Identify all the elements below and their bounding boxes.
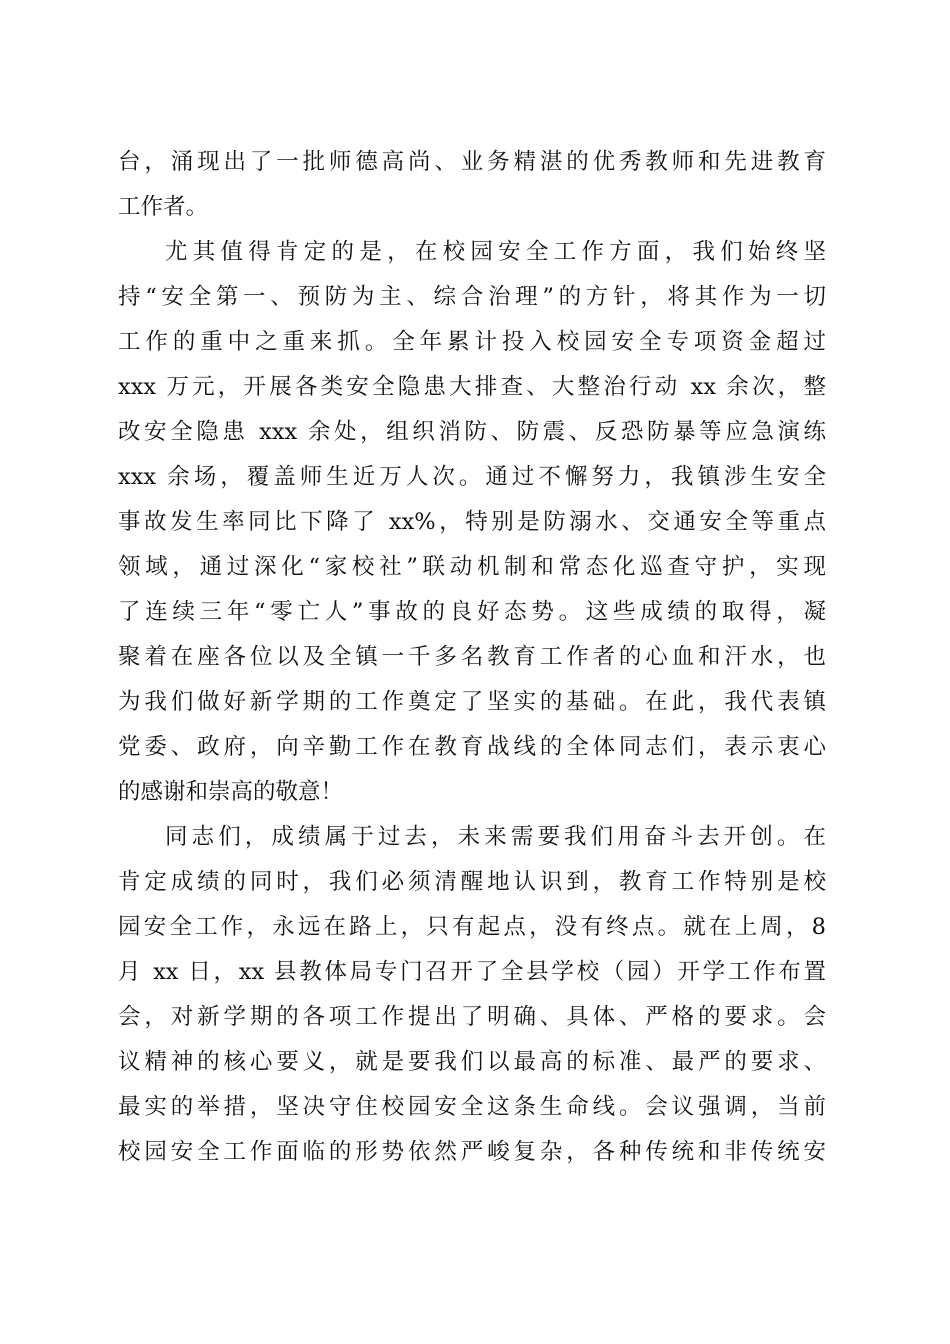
text-line (118, 185, 826, 230)
text-line-content: 会，对新学期的各项工作提出了明确、具体、严格的要求。会 (118, 1004, 826, 1030)
text-line (118, 230, 826, 275)
text-line (118, 815, 826, 860)
text-line-content: 最实的举措，坚决守住校园安全这条生命线。会议强调，当前 (118, 1094, 826, 1120)
text-line (118, 950, 826, 995)
text-line-content: 校园安全工作面临的形势依然严峻复杂，各种传统和非传统安 (118, 1139, 826, 1165)
text-line (118, 365, 826, 410)
text-line-content: 聚着在座各位以及全镇一千多名教育工作者的心血和汗水，也 (118, 644, 826, 670)
text-line (118, 320, 826, 365)
text-line (118, 500, 826, 545)
text-line-content: 工作的重中之重来抓。全年累计投入校园安全专项资金超过 (118, 329, 826, 355)
text-line-content: 党委、政府，向辛勤工作在教育战线的全体同志们，表示衷心 (118, 734, 826, 760)
text-line-content: 月 xx 日，xx 县教体局专门召开了全县学校（园）开学工作布置 (118, 959, 826, 985)
text-line (118, 590, 826, 635)
text-line-content: 议精神的核心要义，就是要我们以最高的标准、最严的要求、 (118, 1049, 826, 1075)
text-line (118, 905, 826, 950)
text-line-content: 了连续三年“零亡人”事故的良好态势。这些成绩的取得，凝 (118, 599, 826, 625)
text-line (118, 995, 826, 1040)
text-line (118, 455, 826, 500)
text-line (118, 410, 826, 455)
text-line (118, 860, 826, 905)
text-line-content: 持“安全第一、预防为主、综合治理”的方针，将其作为一切 (118, 284, 826, 310)
text-line (118, 275, 826, 320)
text-line-content: xxx 万元，开展各类安全隐患大排查、大整治行动 xx 余次，整 (118, 374, 826, 400)
text-line-content: 为我们做好新学期的工作奠定了坚实的基础。在此，我代表镇 (118, 689, 826, 715)
text-line (118, 725, 826, 770)
text-line (118, 1130, 826, 1175)
text-line (118, 680, 826, 725)
text-line (118, 1085, 826, 1130)
text-line-content: 事故发生率同比下降了 xx%，特别是防溺水、交通安全等重点 (118, 509, 826, 535)
text-line (118, 140, 826, 185)
text-line-content: 领域，通过深化“家校社”联动机制和常态化巡查守护，实现 (118, 554, 826, 580)
text-line-content: 园安全工作，永远在路上，只有起点，没有终点。就在上周，8 (118, 914, 826, 940)
text-line-content: 台，涌现出了一批师德高尚、业务精湛的优秀教师和先进教育 (118, 149, 826, 175)
text-line-content: xxx 余场，覆盖师生近万人次。通过不懈努力，我镇涉生安全 (118, 464, 826, 490)
text-line-content: 工作者。 (118, 194, 209, 220)
document-body (118, 140, 826, 1175)
text-line-content: 改安全隐患 xxx 余处，组织消防、防震、反恐防暴等应急演练 (118, 419, 826, 445)
text-line-content: 肯定成绩的同时，我们必须清醒地认识到，教育工作特别是校 (118, 869, 826, 895)
text-line (118, 770, 826, 815)
text-line-content: 的感谢和崇高的敬意！ (118, 779, 344, 805)
text-line (118, 635, 826, 680)
text-line-content: 尤其值得肯定的是，在校园安全工作方面，我们始终坚 (165, 239, 826, 265)
text-line (118, 545, 826, 590)
text-line-content: 同志们，成绩属于过去，未来需要我们用奋斗去开创。在 (165, 824, 826, 850)
text-line (118, 1040, 826, 1085)
